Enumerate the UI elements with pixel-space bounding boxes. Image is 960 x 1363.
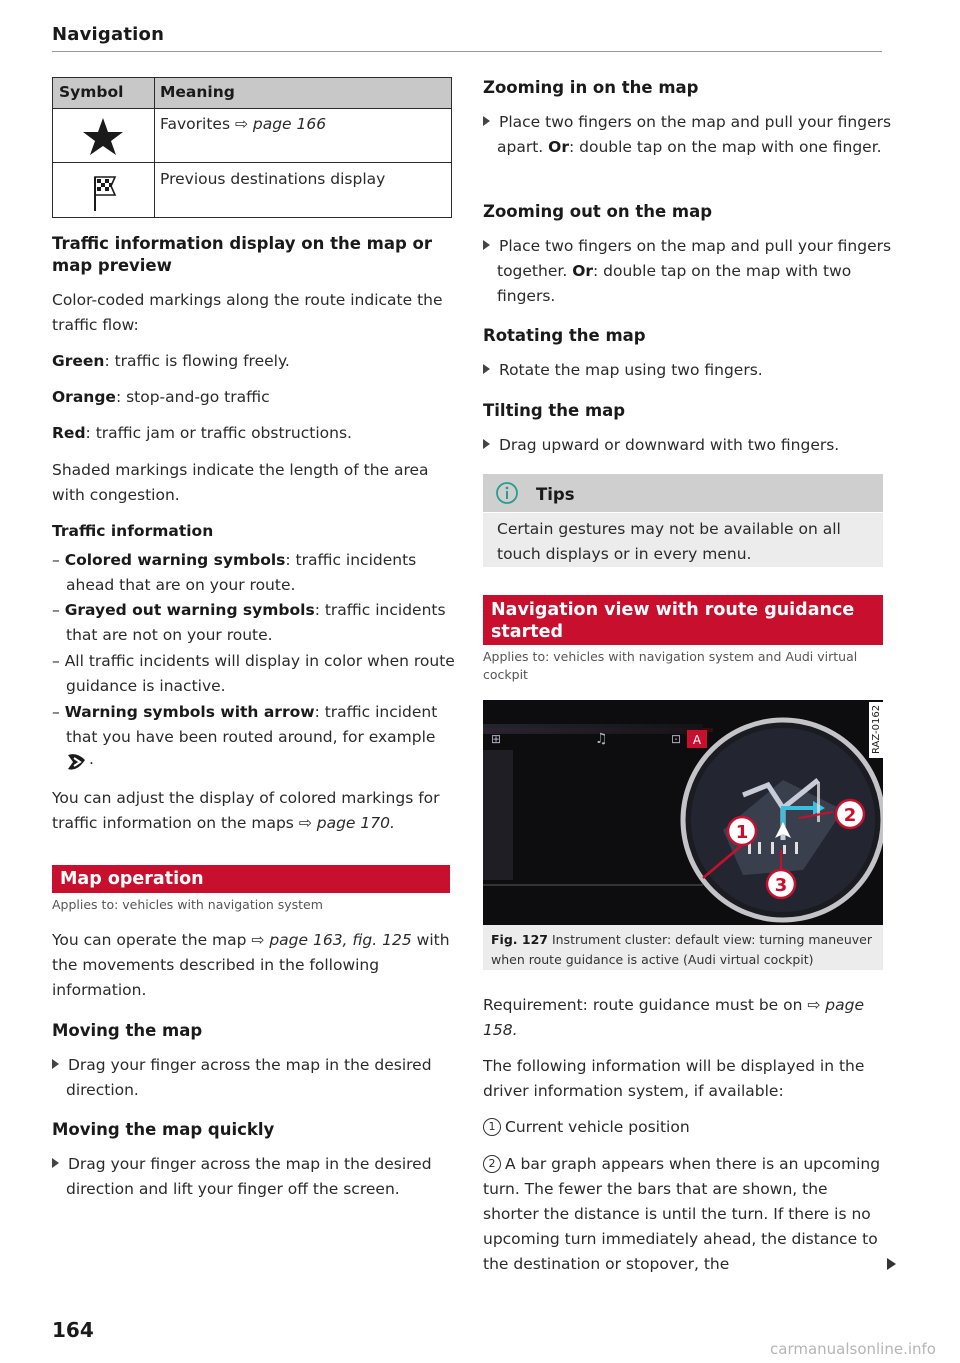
list-item: – All traffic incidents will display in color when route guidance is inactive. bbox=[52, 652, 455, 695]
watermark: carmanualsonline.info bbox=[770, 1340, 936, 1358]
svg-text:⊡: ⊡ bbox=[671, 732, 682, 746]
following-text: The following information will be displayed in the driver information system, if available: bbox=[483, 1057, 865, 1100]
nav-view-applies: Applies to: vehicles with navigation system and Audi virtual cockpit bbox=[483, 649, 858, 682]
list-item: – Grayed out warning symbols: traffic incidents that are not on your route. bbox=[52, 601, 446, 644]
col-meaning-header: Meaning bbox=[160, 83, 235, 101]
tilt-heading: Tilting the map bbox=[483, 401, 626, 420]
list-item: 1 Current vehicle position bbox=[483, 1115, 883, 1140]
callout-2: 2 bbox=[843, 805, 857, 826]
zoom-in-step: Place two fingers on the map and pull your fingers apart. Or: double tap on the map with one finger. bbox=[483, 110, 897, 160]
figure-code: RAZ-0162 bbox=[871, 704, 882, 754]
tips-header bbox=[483, 474, 883, 512]
list-item: 2 A bar graph appears when there is an upcoming turn. The fewer the bars that are shown, the shorter the distance is until the turn. If there is no upcoming turn immediately ahead, the distance to the destination or stopover, the bbox=[483, 1155, 881, 1273]
checkered-flag-icon bbox=[53, 163, 154, 216]
shaded-text: Shaded markings indicate the length of the area with congestion. bbox=[52, 461, 429, 504]
warning-arrow-icon bbox=[66, 752, 88, 772]
svg-text:⊞: ⊞ bbox=[491, 732, 502, 746]
tips-body bbox=[483, 513, 883, 567]
green-line: Green: traffic is flowing freely. bbox=[52, 352, 290, 370]
svg-text:A: A bbox=[692, 733, 702, 747]
moving-heading: Moving the map bbox=[52, 1021, 203, 1040]
number-2-icon: 2 bbox=[483, 1155, 501, 1173]
zoom-out-heading: Zooming out on the map bbox=[483, 202, 713, 221]
traffic-heading: Traffic information display on the map or map preview bbox=[52, 234, 433, 275]
adjust-text: You can adjust the display of colored markings for traffic information on the maps ⇨ page 170. bbox=[52, 789, 440, 832]
svg-text:♫: ♫ bbox=[595, 731, 608, 747]
symbol-table bbox=[52, 77, 452, 218]
zoom-in-heading: Zooming in on the map bbox=[483, 78, 699, 97]
rotate-heading: Rotating the map bbox=[483, 326, 646, 345]
page-number: 164 bbox=[52, 1318, 94, 1342]
symbol-table-header bbox=[53, 78, 451, 108]
quick-step: Drag your finger across the map in the desired direction and lift your finger off the screen. bbox=[52, 1152, 466, 1202]
requirement-text: Requirement: route guidance must be on ⇨ page 158. bbox=[483, 996, 865, 1039]
list-item: – Warning symbols with arrow: traffic incident that you have been routed around, for example bbox=[52, 703, 438, 746]
page-header: Navigation bbox=[52, 24, 165, 45]
instrument-cluster-figure bbox=[483, 700, 883, 925]
quick-heading: Moving the map quickly bbox=[52, 1120, 275, 1139]
list-item: – Colored warning symbols: traffic incidents ahead that are on your route. bbox=[52, 551, 417, 594]
map-operation-applies: Applies to: vehicles with navigation system bbox=[52, 897, 323, 912]
nav-view-title-line1: Navigation view with route guidance bbox=[491, 600, 855, 620]
map-operation-intro: You can operate the map ⇨ page 163, fig. 125 with the movements described in the following information. bbox=[52, 931, 450, 999]
table-row bbox=[53, 109, 154, 162]
traffic-info-heading: Traffic information bbox=[52, 522, 214, 540]
table-row-meaning: Favorites ⇨ page 166 bbox=[160, 115, 327, 133]
col-symbol-header: Symbol bbox=[59, 83, 124, 101]
red-line: Red: traffic jam or traffic obstructions. bbox=[52, 424, 352, 442]
callout-3: 3 bbox=[774, 875, 788, 896]
table-row bbox=[53, 163, 154, 216]
info-icon bbox=[495, 481, 519, 505]
figure-127 bbox=[483, 700, 883, 925]
table-row-meaning: Previous destinations display bbox=[160, 170, 386, 188]
period: . bbox=[89, 750, 94, 768]
nav-view-banner bbox=[483, 595, 883, 645]
figure-caption: Fig. 127 Instrument cluster: default view: turning maneuver when route guidance is active (Audi virtual cockpit) bbox=[483, 925, 883, 970]
zoom-out-step: Place two fingers on the map and pull your fingers together. Or: double tap on the map with two fingers. bbox=[483, 234, 897, 309]
nav-view-title-line2: started bbox=[491, 622, 563, 642]
table-column-divider bbox=[154, 78, 155, 217]
orange-line: Orange: stop-and-go traffic bbox=[52, 388, 270, 406]
rotate-step: Rotate the map using two fingers. bbox=[483, 358, 897, 383]
tilt-step: Drag upward or downward with two fingers. bbox=[483, 433, 897, 458]
map-operation-banner: Map operation bbox=[52, 865, 450, 893]
callout-1: 1 bbox=[735, 822, 749, 843]
traffic-intro: Color-coded markings along the route indicate the traffic flow: bbox=[52, 291, 443, 334]
number-1-icon: 1 bbox=[483, 1118, 501, 1136]
header-rule bbox=[52, 51, 882, 52]
tips-label: Tips bbox=[536, 485, 575, 504]
continue-arrow-icon bbox=[887, 1258, 896, 1270]
star-icon bbox=[53, 109, 154, 162]
moving-step: Drag your finger across the map in the desired direction. bbox=[52, 1053, 466, 1103]
tips-text: Certain gestures may not be available on all touch displays or in every menu. bbox=[497, 520, 841, 563]
